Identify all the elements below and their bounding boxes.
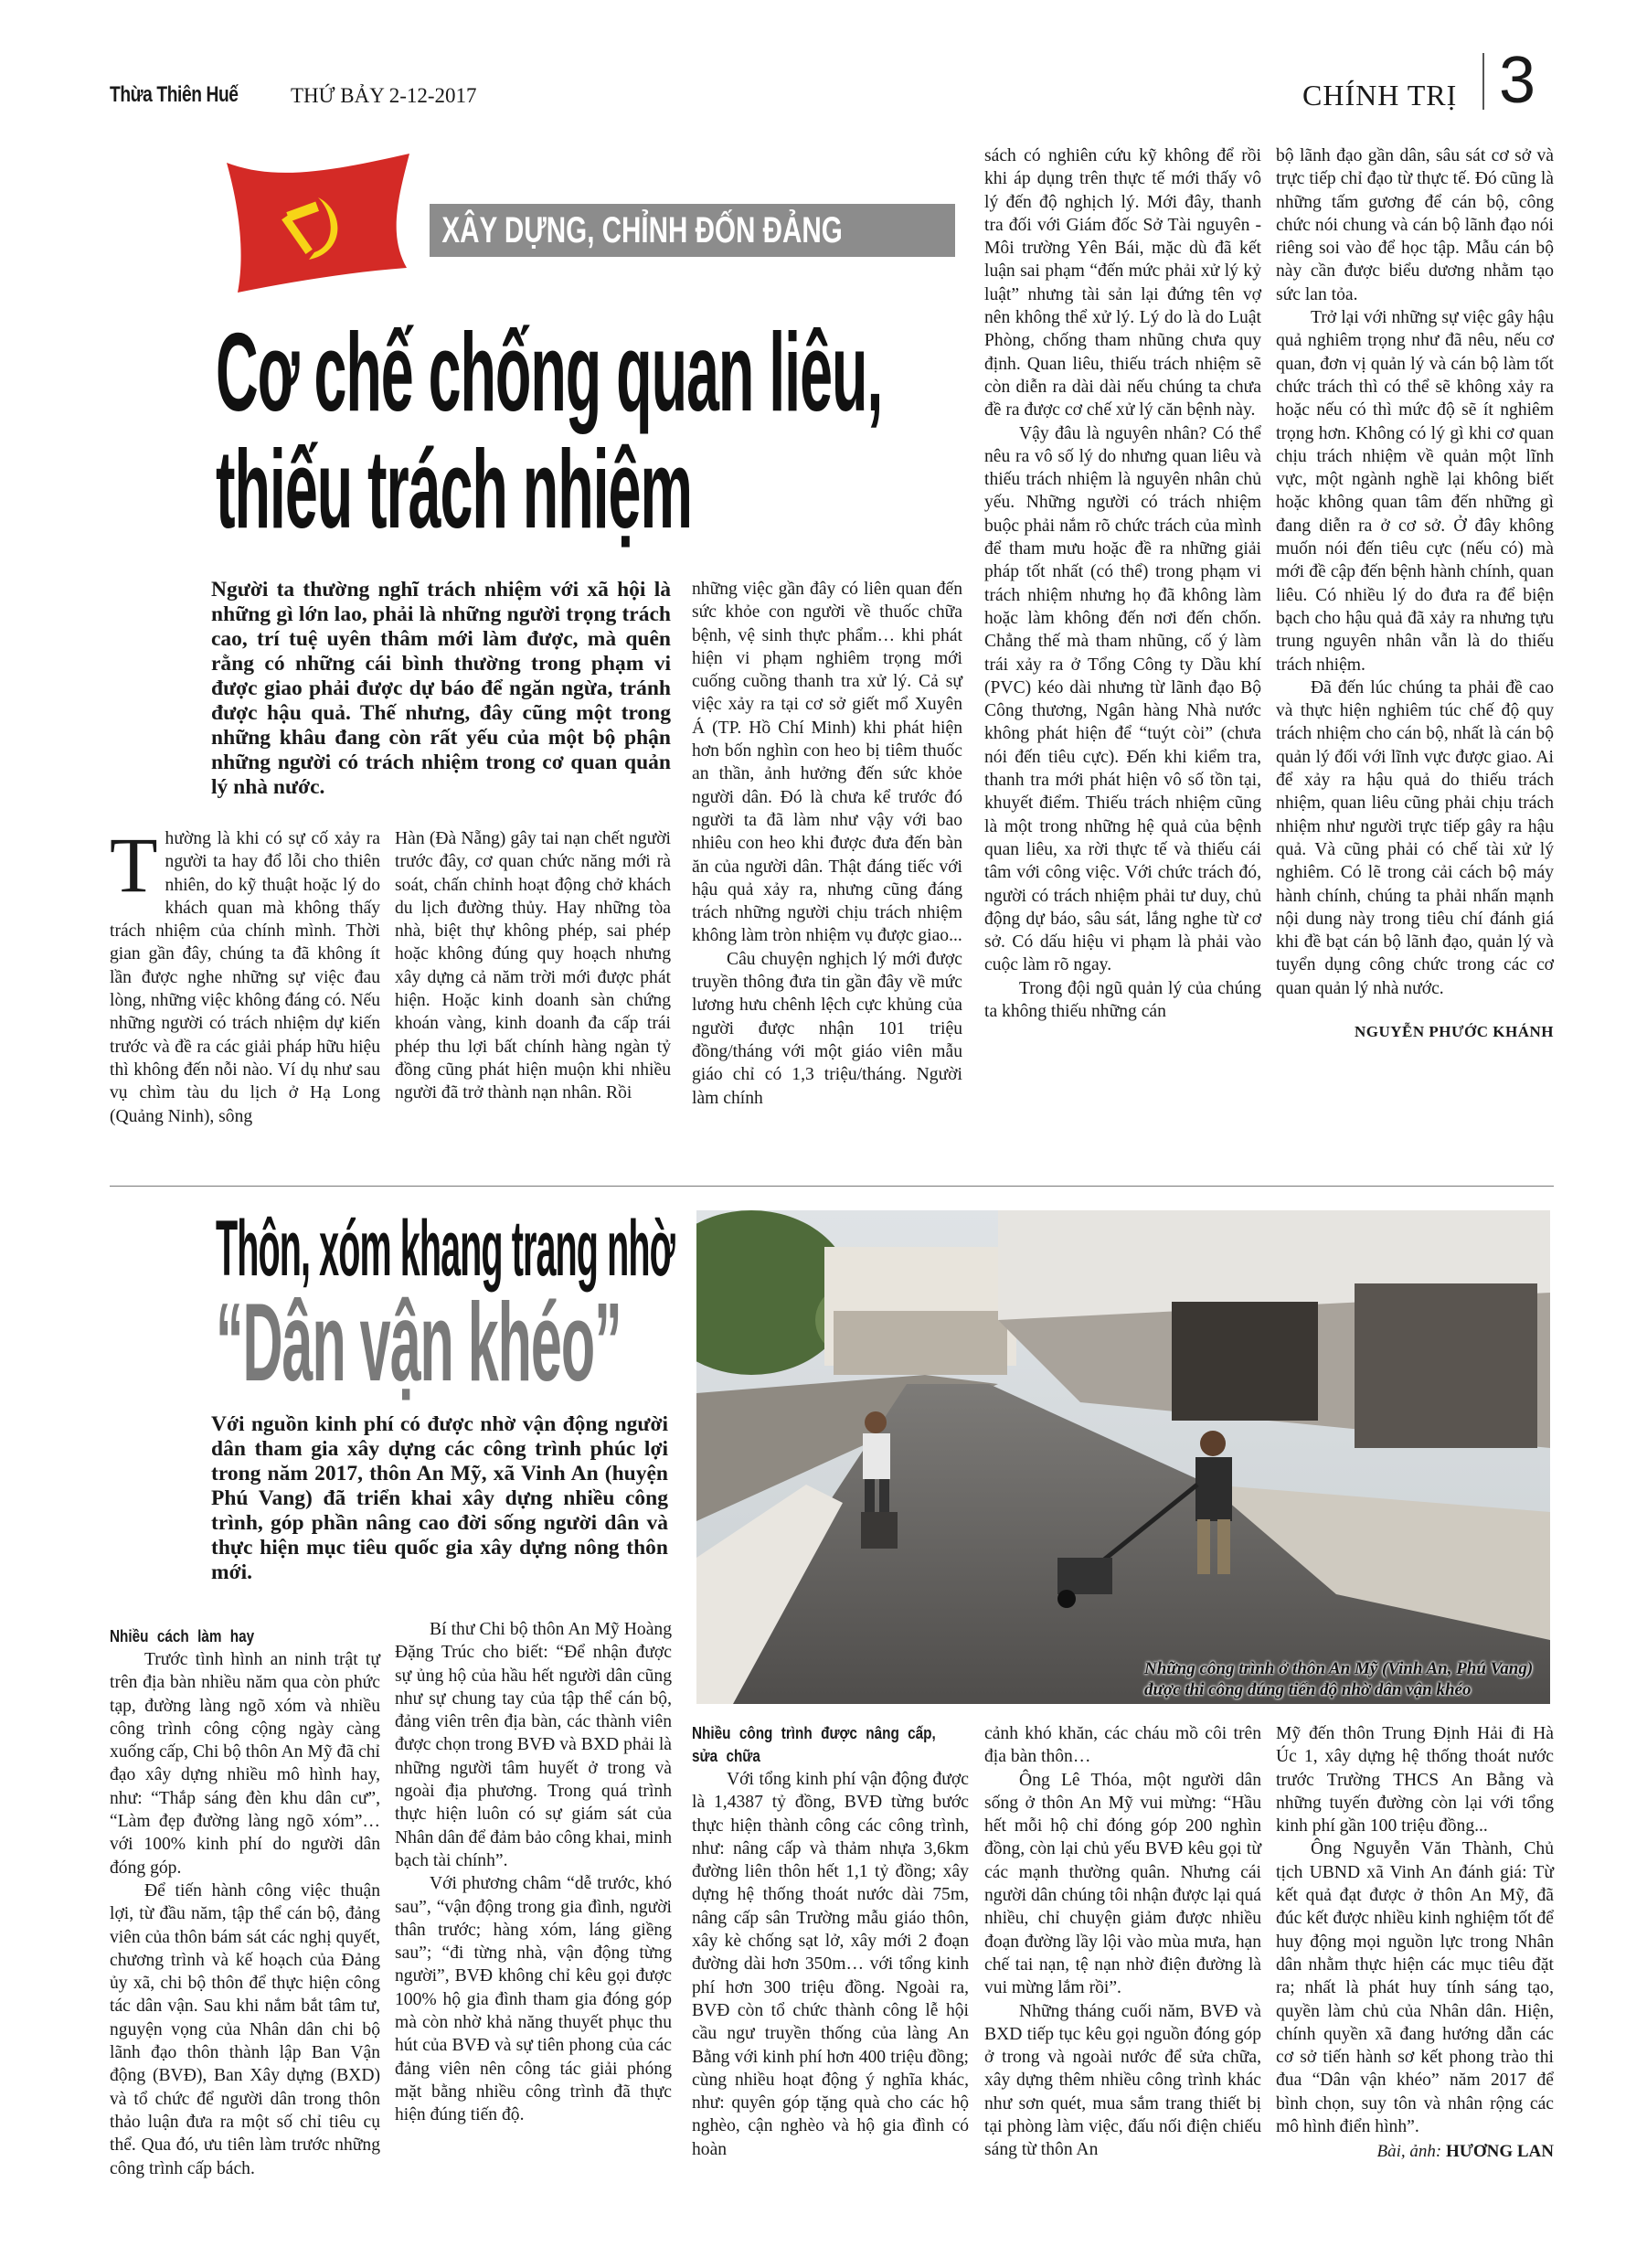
article2-column-4 [984,1722,1261,2162]
article2-headline-line1: Thôn, xóm khang trang nhờ [216,1205,675,1293]
paragraph: Trước tình hình an ninh trật tự trên địa bàn nhiều năm qua còn phức tạp, đường làng ngõ xóm và nhiều công trình công cộng ngày càng xuống cấp, Chi bộ thôn An Mỹ đã chỉ đạo xây dựng nhiều mô hình hay, như: “Thắp sáng đèn khu dân cư”, “Làm đẹp đường làng ngõ xóm”… với 100% kinh phí do người dân đóng góp. [110,1650,380,1878]
caption-line: Những công trình ở thôn An Mỹ (Vinh An, Phú Vang) [1144,1659,1534,1678]
paragraph: Câu chuyện nghịch lý mới được truyền thông đưa tin gần đây về mức lương hưu chênh lệch cực khủng của người được nhận 101 triệu đồng/tháng với một giáo viên mẫu giáo chỉ có 1,3 triệu/tháng. Người làm chính [692,949,962,1108]
rubric-label: XÂY DỰNG, CHỈNH ĐỐN ĐẢNG [441,210,843,250]
party-flag-icon [219,154,411,293]
road-paving-photo [696,1210,1550,1704]
paragraph: Ông Lê Thóa, một người dân sống ở thôn An Mỹ vui mừng: “Hầu hết mỗi hộ chỉ đóng góp 200 nghìn đồng, còn lại chủ yếu BVĐ kêu gọi từ các mạnh thường quân. Nhưng cái người dân chúng tôi nhận được lại quá nhiều, chỉ chuyện giảm được nhiều đoạn đường lầy lội vào mùa mưa, hạn chế tai nạn, tệ nạn nhờ điện đường là vui mừng lắm rồi”. [984,1770,1261,1998]
paragraph: hường là khi có sự cố xảy ra người ta hay đổ lỗi cho thiên nhiên, do kỹ thuật hoặc lý do khách quan mà không thấy trách nhiệm của chính mình. Thời gian gần đây, chúng ta đã không ít lần được nghe những sự việc đau lòng, những việc không đáng có. Nếu những người có trách nhiệm dự kiến trước và đề ra các giải pháp hữu hiệu thì không đến nỗi nào. Ví dụ như sau vụ chìm tàu du lịch ở Hạ Long (Quảng Ninh), sông [110,829,380,1126]
article2-photo [696,1210,1550,1704]
paragraph: cảnh khó khăn, các cháu mồ côi trên địa bàn thôn… [984,1724,1261,1767]
paragraph: Để tiến hành công việc thuận lợi, từ đầu năm, tập thể cán bộ, đảng viên của thôn bám sát các nghị quyết, chương trình và kế hoạch của Đảng ủy xã, chi bộ thôn để thực hiện công tác dân vận. Sau khi nắm bắt tâm tư, nguyện vọng của Nhân dân chi bộ lãnh đạo thôn thành lập Ban Vận động (BVĐ), Ban Xây dựng (BXD) và tổ chức để người dân trong thôn thảo luận đưa ra một số chỉ tiêu cụ thể. Qua đó, ưu tiên làm trước những công trình cấp bách. [110,1880,380,2178]
credit-label: Bài, ảnh: [1376,2142,1442,2162]
article1-column-3 [692,578,962,1110]
article2-author: HƯƠNG LAN [1445,2142,1554,2162]
article1-headline-line1: Cơ chế chống quan liêu, [216,310,883,434]
article2-headline-line2: “Dân vận khéo” [216,1280,622,1404]
article1-column-4 [984,144,1261,1023]
paragraph: bộ lãnh đạo gần dân, sâu sát cơ sở và trực tiếp chỉ đạo từ thực tế. Đó cũng là những tấm gương để cán bộ, công chức nói chung và cán bộ lãnh đạo nói riêng soi vào để học tập. Mẫu cán bộ này cần được biểu dương nhằm tạo sức lan tỏa. [1276,146,1554,304]
paragraph: Hàn (Đà Nẵng) gây tai nạn chết người trước đây, cơ quan chức năng mới rà soát, chấn chỉnh hoạt động chở khách du lịch đường thủy. Hay những tòa nhà, biệt thự không phép, sai phép hoặc không đúng quy hoạch nhưng xây dựng cả năm trời mới được phát hiện. Hoặc kinh doanh sàn chứng khoán vàng, kinh doanh đa cấp trái phép thu lợi bất chính hàng ngàn tỷ đồng cũng phát hiện muộn khi nhiều người đã trở thành nạn nhân. Rồi [395,829,671,1103]
article1-lead: Người ta thường nghĩ trách nhiệm với xã hội là những gì lớn lao, phải là những người trọng trách cao, trí tuệ uyên thâm mới làm được, mà quên rằng có những cái bình thường trong phạm vi được giao phải được dự báo để ngăn ngừa, tránh được hậu quả. Thế nhưng, đây cũng một trong những khâu đang còn rất yếu của một bộ phận những người có trách nhiệm trong cơ quan quản lý nhà nước. [211,578,671,799]
article1-headline-line2: thiếu trách nhiệm [216,427,692,551]
paragraph: sách có nghiên cứu kỹ không để rồi khi áp dụng trên thực tế mới thấy vô lý đến độ nghịch lý. Mới đây, thanh tra đối với Giám đốc Sở Tài nguyên - Môi trường Yên Bái, mặc dù đã kết luận sai phạm “đến mức phải xử lý kỷ luật” nhưng tài sản lại đứng tên vợ nên không thể xử lý. Lý do là do Luật Phòng, chống tham nhũng chưa quy định. Quan liêu, thiếu trách nhiệm sẽ còn diễn ra dài dài nếu chúng ta chưa đề ra được cơ chế xử lý căn bệnh này. [984,146,1261,421]
paragraph: Mỹ đến thôn Trung Định Hải đi Hà Úc 1, xây dựng hệ thống thoát nước trước Trường THCS An Bằng và những tuyến đường còn lại với tổng kinh phí gần 100 triệu đồng... [1276,1724,1554,1837]
article1-author: NGUYỄN PHƯỚC KHÁNH [1354,1022,1554,1040]
article1-column-1 [110,821,380,1128]
article2-column-2 [395,1618,672,2127]
article2-credit [1276,2140,1554,2163]
drop-cap: T [110,821,158,909]
paragraph: Trở lại với những sự việc gây hậu quả nghiêm trọng như đã nêu, nếu cơ quan, đơn vị quản lý và cán bộ làm tốt chức trách thì có thể sẽ không xảy ra hoặc nếu có thì mức độ sẽ ít nghiêm trọng hơn. Không có lý gì khi cơ quan chịu trách nhiệm về quản một lĩnh vực, một ngành nghề lại không biết hoặc không quan tâm đến những gì đang diễn ra ở cơ sở. Ở đây không muốn nói đến tiêu cực (nếu có) mà mới đề cập đến bệnh hành chính, quan liêu. Có nhiều lý do đưa ra để biện bạch cho hậu quả đã xảy ra nhưng tựu trung nguyên nhân vẫn là do thiếu trách nhiệm. [1276,308,1554,675]
article2-lead: Với nguồn kinh phí có được nhờ vận động người dân tham gia xây dựng các công trình phúc lợi trong năm 2017, thôn An Mỹ, xã Vinh An (huyện Phú Vang) đã triển khai xây dựng nhiều công trình, góp phần nâng cao đời sống người dân và thực hiện mục tiêu quốc gia xây dựng nông thôn mới. [211,1412,668,1584]
article2-column-1 [110,1625,380,2180]
paragraph: Vậy đâu là nguyên nhân? Có thể nêu ra vô số lý do nhưng quan liêu và thiếu trách nhiệm là nguyên nhân chủ yếu. Những người có trách nhiệm buộc phải nắm rõ chức trách của mình để tham mưu hoặc đề ra những giải pháp tốt nhất (có thể) trong phạm vi trách nhiệm nhưng họ đã không làm hoặc làm không đến nơi đến chốn. Chẳng thế mà tham nhũng, cố ý làm trái xảy ra ở Tổng Công ty Dầu khí (PVC) kéo dài nhưng từ lãnh đạo Bộ Công thương, Ngân hàng Nhà nước không phát hiện để “tuýt còi” (chưa nói đến tiêu cực). Đến khi kiểm tra, thanh tra mới phát hiện vô số tồn tại, khuyết điểm. Thiếu trách nhiệm cũng là một trong những hệ quả của bệnh quan liêu, xa rời thực tế và thiếu cái tâm với công việc. Với chức trách đó, người có trách nhiệm phải tư duy, chủ động dự báo, sâu sát, lắng nghe từ cơ sở. Có dấu hiệu vi phạm là phải vào cuộc làm rõ ngay. [984,423,1261,975]
subheading: Nhiều cách làm hay [110,1627,255,1645]
issue-date: THỨ BẢY 2-12-2017 [291,84,477,107]
rubric-banner [430,204,955,257]
paragraph: Với tổng kinh phí vận động được là 1,4387 tỷ đồng, BVĐ từng bước thực hiện thành công các công trình, như: nâng cấp và thảm nhựa 3,6km đường liên thôn hết 1,1 tỷ đồng; xây dựng hệ thống thoát nước dài 75m, nâng cấp sân Trường mẫu giáo thôn, xây kè chống sạt lở, xây mới 2 đoạn đường dài hơn 350m… với tổng kinh phí hơn 300 triệu đồng. Ngoài ra, BVĐ còn tổ chức thành công lễ hội cầu ngư truyền thống của làng An Bằng với kinh phí hơn 400 triệu đồng; cùng nhiều hoạt động ý nghĩa khác, như: quyên góp tặng quà cho các hộ nghèo, cận nghèo và hộ gia đình có hoàn [692,1770,969,2159]
header-divider [1482,53,1484,110]
subheading: Nhiều công trình được nâng cấp, sửa chữa [692,1724,936,1765]
masthead: Thừa Thiên Huế [110,82,239,107]
caption-line: được thi công đúng tiến độ nhờ dân vận khéo [1144,1680,1472,1699]
article-divider [110,1186,1554,1187]
paragraph: Trong đội ngũ quản lý của chúng ta không thiếu những cán [984,978,1261,1021]
section-title: CHÍNH TRỊ [1302,79,1458,112]
paragraph: Bí thư Chi bộ thôn An Mỹ Hoàng Đặng Trúc cho biết: “Để nhận được sự ủng hộ của hầu hết người dân cũng như sự chung tay của tập thể cán bộ, đảng viên trên địa bàn, các thành viên được chọn trong BVĐ và BXD phải là những người tâm huyết ở trong và ngoài địa phương. Trong quá trình thực hiện luôn có sự giám sát của Nhân dân để đảm bảo công khai, minh bạch tài chính”. [395,1620,672,1870]
article1-column-5 [1276,144,1554,1043]
article2-column-3 [692,1722,969,2161]
paragraph: Đã đến lúc chúng ta phải đề cao và thực hiện nghiêm túc chế độ quy trách nhiệm cho cán bộ, nhất là cán bộ quản lý đối với lĩnh vực được giao. Ai để xảy ra hậu quả do thiếu trách nhiệm, quan liêu cũng phải chịu trách nhiệm như người trực tiếp gây ra hậu quả. Và cũng phải có chế tài xử lý nghiêm. Có lẽ trong cải cách bộ máy hành chính, chúng ta phải nhấn mạnh nội dung này trong tiêu chí đánh giá khi đề bạt cán bộ lãnh đạo, quản lý và tuyển dụng công chức trong các cơ quan quản lý nhà nước. [1276,677,1554,998]
paragraph: Ông Nguyễn Văn Thành, Chủ tịch UBND xã Vinh An đánh giá: Từ kết quả đạt được ở thôn An Mỹ, đã đúc kết được nhiều kinh nghiệm tốt để huy động mọi nguồn lực trong Nhân dân nhằm thực hiện các mục tiêu đặt ra; nhất là phát huy tính sáng tạo, quyền làm chủ của Nhân dân. Hiện, chính quyền xã đang hướng dẫn các cơ sở tiến hành sơ kết phong trào thi đua “Dân vận khéo” năm 2017 để bình chọn, suy tôn và nhân rộng các mô hình điển hình”. [1276,1839,1554,2137]
paragraph: những việc gần đây có liên quan đến sức khỏe con người về thuốc chữa bệnh, vệ sinh thực phẩm… khi phát hiện vi phạm nghiêm trọng mới cuống cuồng thanh tra xử lý. Cả sự việc xảy ra tại cơ sở giết mổ Xuyên Á (TP. Hồ Chí Minh) khi phát hiện hơn bốn nghìn con heo bị tiêm thuốc an thần, ảnh hưởng đến sức khỏe người dân. Đó là chưa kể trước đó người ta đã làm như vậy với bao nhiêu con heo khi được đưa đến bàn ăn của người dân. Thật đáng tiếc với hậu quả xảy ra, nhưng cũng đáng trách những người chịu trách nhiệm không làm tròn nhiệm vụ được giao... [692,580,962,946]
paragraph: Với phương châm “dễ trước, khó sau”, “vận động trong gia đình, người thân trước; hàng xóm, láng giềng sau”; “đi từng nhà, vận động từng người”, BVĐ không chỉ kêu gọi được 100% hộ gia đình tham gia đóng góp mà còn nhờ khả năng thuyết phục thu hút của BVĐ và sự tiên phong của các đảng viên nên công tác giải phóng mặt bằng nhiều công trình đã thực hiện đúng tiến độ. [395,1874,672,2125]
paragraph: Những tháng cuối năm, BVĐ và BXD tiếp tục kêu gọi nguồn đóng góp ở trong và ngoài nước để sửa chữa, xây dựng thêm nhiều công trình khác như sơn quét, mua sắm trang thiết bị tại phòng làm việc, đấu nối điện chiếu sáng từ thôn An [984,2001,1261,2160]
article1-column-2 [395,827,671,1105]
page-number: 3 [1499,44,1536,117]
photo-caption [1144,1658,1533,1700]
article2-column-5 [1276,1722,1554,2164]
